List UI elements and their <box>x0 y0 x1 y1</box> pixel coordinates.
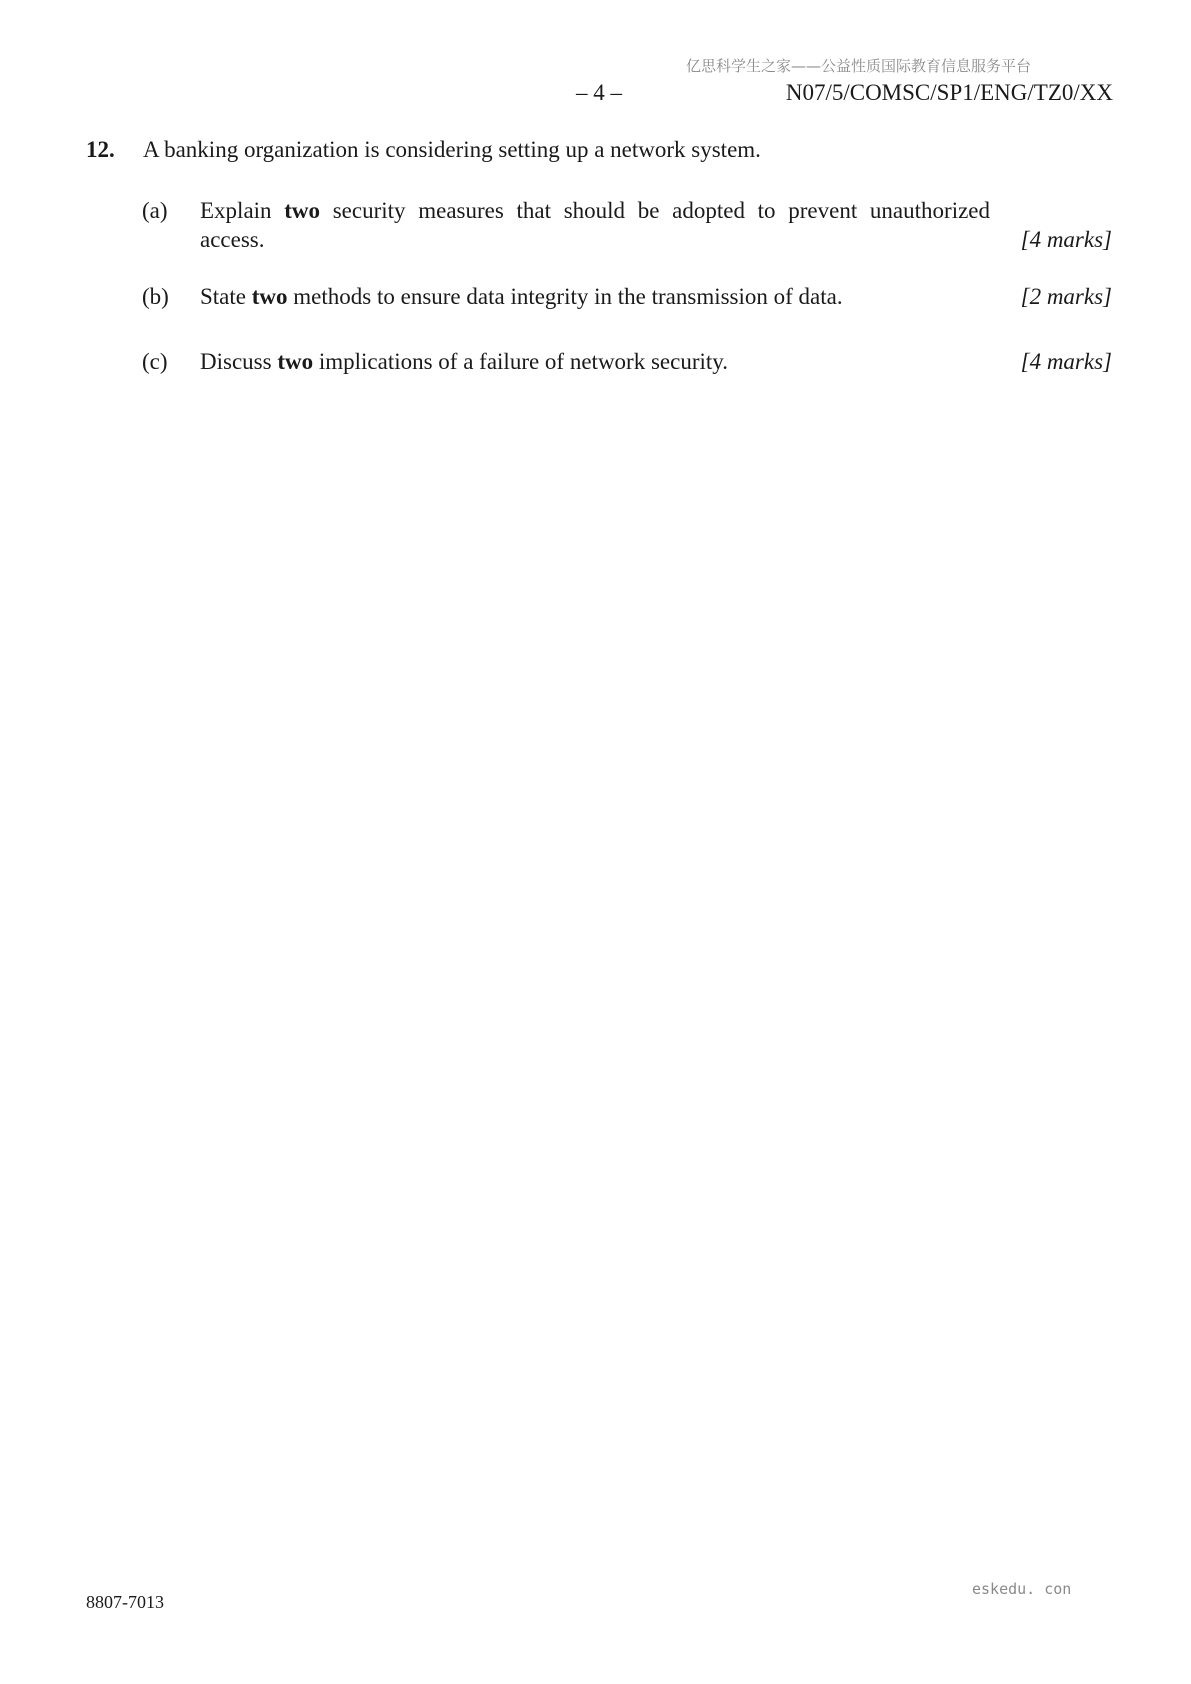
part-emphasis: two <box>277 349 314 374</box>
part-text-after: security measures that should be adopted to prevent unauthorized access. <box>200 198 990 252</box>
part-text-after: implications of a failure of network security. <box>313 349 729 374</box>
part-text-after: methods to ensure data integrity in the transmission of data. <box>287 284 843 309</box>
part-text <box>200 282 990 311</box>
part-text-before: Discuss <box>200 349 278 374</box>
page-number: – 4 – <box>576 80 622 105</box>
part-text-before: Explain <box>200 198 285 223</box>
part-label: (a) <box>142 198 168 223</box>
watermark-header: 亿思科学生之家——公益性质国际教育信息服务平台 <box>686 57 1032 75</box>
part-label: (b) <box>142 284 169 309</box>
part-label: (c) <box>142 349 168 374</box>
part-marks: [2 marks] <box>1020 284 1112 309</box>
watermark-footer: eskedu. con <box>972 1580 1072 1598</box>
question-stem: A banking organization is considering setting up a network system. <box>143 137 761 162</box>
part-emphasis: two <box>284 198 321 223</box>
part-emphasis: two <box>251 284 288 309</box>
footer-code: 8807-7013 <box>86 1592 164 1612</box>
paper-code: N07/5/COMSC/SP1/ENG/TZ0/XX <box>785 80 1113 105</box>
part-text-before: State <box>200 284 252 309</box>
part-marks: [4 marks] <box>1020 227 1112 252</box>
part-text <box>200 196 990 254</box>
part-marks: [4 marks] <box>1020 349 1112 374</box>
question-number: 12. <box>86 137 115 162</box>
part-text <box>200 347 990 376</box>
